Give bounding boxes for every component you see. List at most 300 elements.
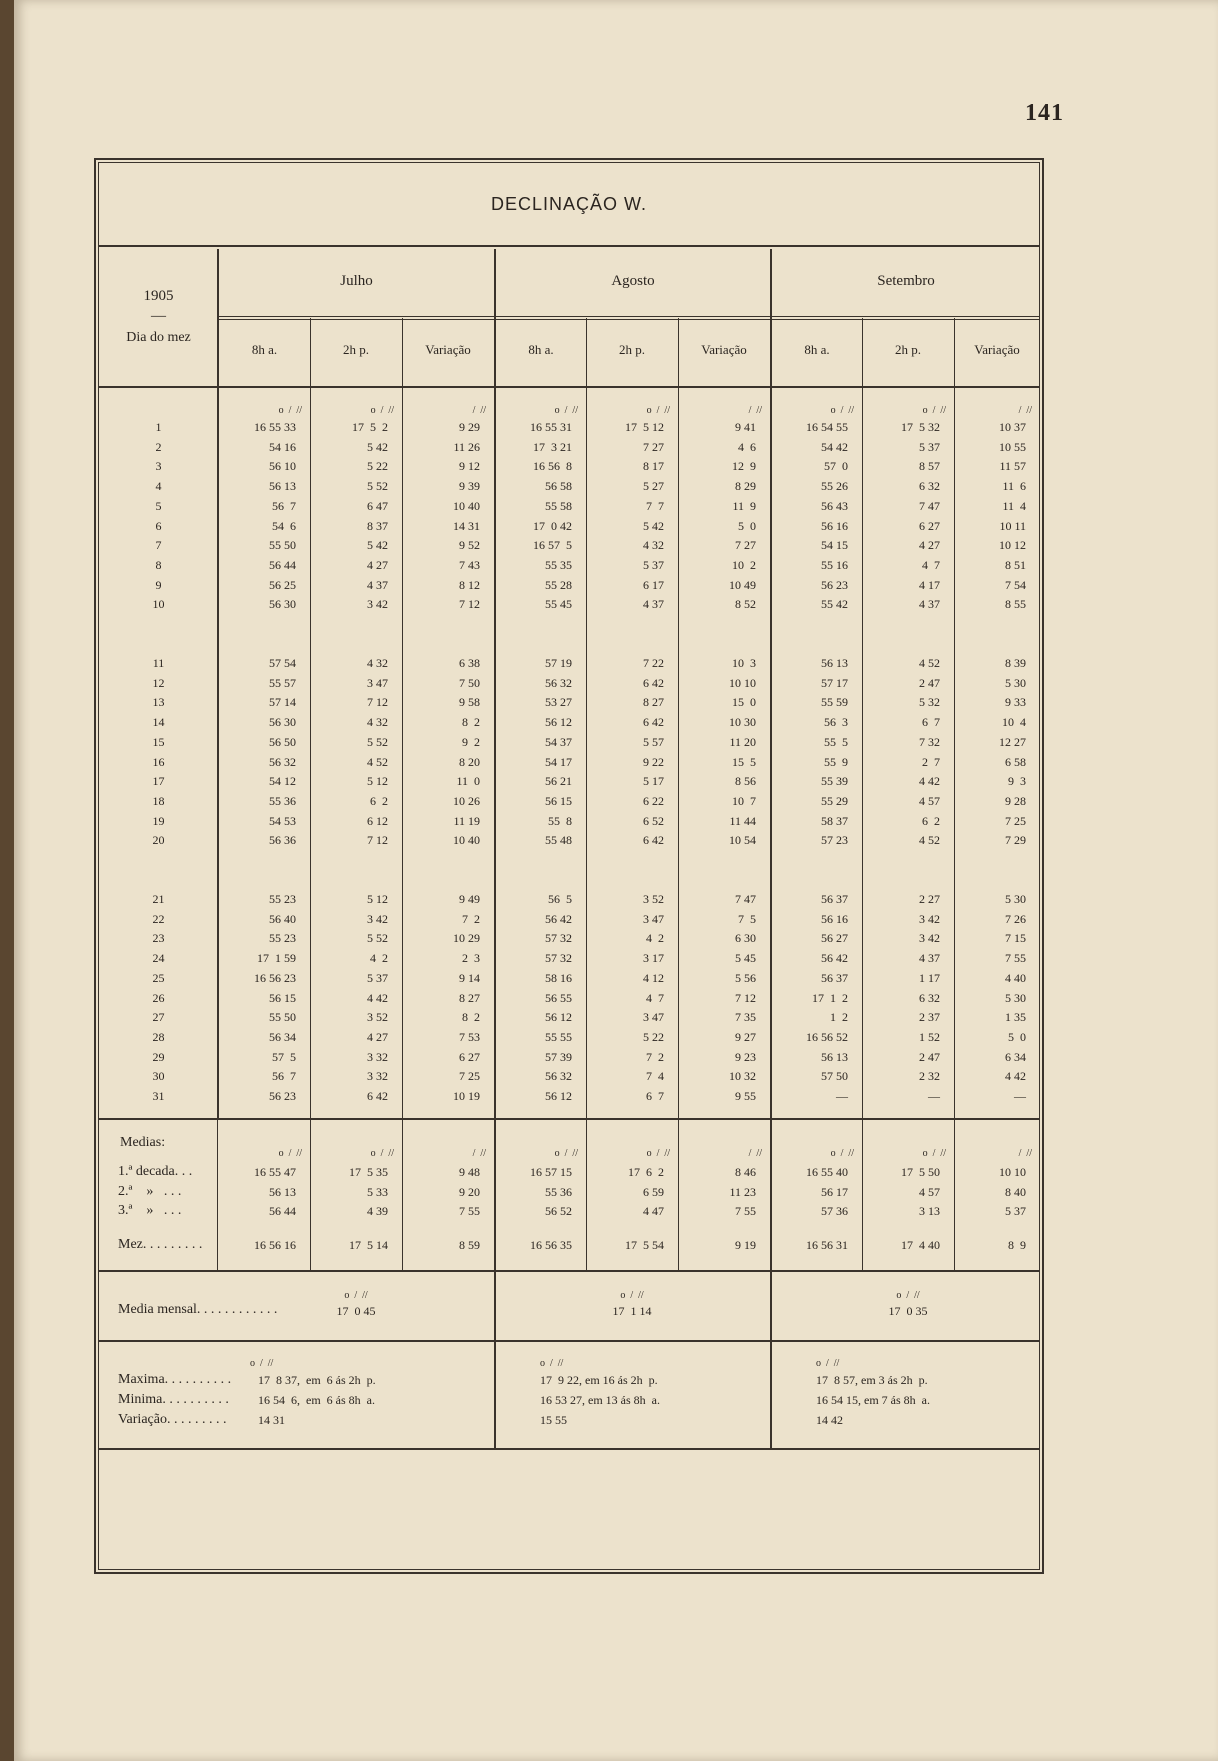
table-cell: 10 54	[729, 833, 756, 848]
subheader-julho-a8: 8h a.	[251, 342, 278, 357]
table-cell: 5 37	[367, 970, 388, 985]
table-cell: 4 57	[919, 793, 940, 808]
table-cell: 7 29	[1005, 833, 1026, 848]
media-mensal-setembro: 17 0 35	[888, 1304, 928, 1318]
table-cell: 5 52	[367, 931, 388, 946]
table-cell: 9 55	[735, 1089, 756, 1103]
medias-cell: 4 39	[367, 1204, 388, 1218]
table-cell: 5 52	[367, 734, 388, 749]
medias-cell: 16 56 35	[530, 1238, 572, 1252]
medias-cell: 8 46	[735, 1165, 756, 1179]
table-cell: 9 27	[735, 1029, 756, 1044]
table-cell: 7 25	[1005, 813, 1026, 828]
table-cell: 10 49	[729, 577, 756, 592]
table-cell: 4 2	[370, 951, 388, 966]
day-number: 27	[152, 1010, 165, 1025]
medias-cell: 4 47	[643, 1204, 664, 1218]
table-cell: 56 7	[272, 1069, 296, 1084]
table-title: DECLINAÇÃO W.	[490, 194, 648, 214]
table-cell: 7 7	[646, 498, 664, 513]
table-cell: 55 23	[269, 931, 296, 946]
month-julho: Julho	[340, 273, 373, 289]
table-cell: 11 20	[729, 734, 756, 749]
table-cell: 56 10	[269, 459, 296, 474]
medias-cell: 3 13	[919, 1204, 940, 1218]
table-cell: 12 27	[999, 734, 1026, 749]
table-cell: 1 35	[1005, 1010, 1026, 1025]
table-cell: 54 17	[545, 754, 572, 769]
table-cell: 4 37	[367, 577, 388, 592]
table-cell: 8 57	[919, 459, 940, 474]
table-cell: 6 42	[643, 833, 664, 848]
table-cell: 56 30	[269, 715, 296, 730]
extremos-agosto: 17 9 22, em 16 ás 2h p.	[540, 1373, 658, 1387]
medias-cell: 17 5 54	[625, 1238, 664, 1252]
table-cell: 4 37	[919, 597, 940, 612]
day-number: 28	[152, 1029, 165, 1044]
table-cell: 57 19	[545, 656, 572, 670]
table-cell: 56 32	[545, 675, 572, 690]
table-cell: 3 17	[643, 951, 664, 966]
table-cell: 16 56 8	[533, 459, 572, 474]
table-cell: 7 32	[919, 734, 940, 749]
table-cell: 5 27	[643, 479, 664, 494]
table-cell: 4 42	[919, 774, 940, 789]
unit-label: o / //	[554, 405, 578, 416]
unit-label: o / //	[554, 1148, 578, 1159]
extremos-julho: 14 31	[258, 1413, 285, 1427]
table-cell: 10 55	[999, 439, 1026, 454]
table-cell: 6 2	[370, 793, 388, 808]
medias-cell: 7 55	[459, 1204, 480, 1218]
table-cell: 56 5	[548, 892, 572, 906]
table-cell: 56 16	[821, 911, 848, 926]
table-cell: 16 56 23	[254, 970, 296, 985]
table-cell: 10 40	[453, 498, 480, 513]
unit-label: o / //	[922, 1148, 946, 1159]
table-cell: 55 50	[269, 1010, 296, 1025]
table-cell: 56 43	[821, 498, 848, 513]
table-cell: 56 12	[545, 1089, 572, 1103]
table-cell: 11 44	[729, 813, 756, 828]
day-number: 1	[155, 420, 162, 434]
table-cell: 57 17	[821, 675, 848, 690]
table-cell: 7 26	[1005, 911, 1026, 926]
rule-bottom	[98, 1448, 1040, 1450]
table-cell: 57 5	[272, 1049, 296, 1064]
table-cell: 4 17	[919, 577, 940, 592]
table-cell: 16 55 33	[254, 420, 296, 434]
table-cell: 8 55	[1005, 597, 1026, 612]
medias-row-label: 3.ª » . . .	[118, 1203, 182, 1218]
table-cell: 56 34	[269, 1029, 296, 1044]
table-cell: 6 2	[922, 813, 940, 828]
table-cell: 7 12	[367, 695, 388, 710]
medias-cell: 9 20	[459, 1185, 480, 1199]
rule-under-months	[219, 316, 1040, 317]
unit-label: / //	[748, 1148, 762, 1159]
table-cell: 56 12	[545, 715, 572, 730]
table-cell: 3 42	[367, 597, 388, 612]
medias-row-label: Mez. . . . . . . . .	[118, 1237, 203, 1252]
media-mensal-label: Media mensal. . . . . . . . . . . .	[118, 1302, 278, 1317]
table-cell: 4 12	[643, 970, 664, 985]
table-cell: 10 3	[732, 656, 756, 670]
table-cell: 5 57	[643, 734, 664, 749]
subheader-agosto-a8: 8h a.	[528, 342, 554, 357]
table-cell: 6 42	[643, 675, 664, 690]
table-cell: 8 17	[643, 459, 664, 474]
table-cell: 57 32	[545, 951, 572, 966]
medias-cell: 11 23	[729, 1185, 756, 1199]
table-cell: 56 7	[272, 498, 296, 513]
unit-label: o / //	[370, 1148, 394, 1159]
table-cell: 7 2	[462, 911, 480, 926]
table-cell: 3 52	[643, 892, 664, 906]
table-cell: 56 50	[269, 734, 296, 749]
unit-label: o / //	[830, 405, 854, 416]
table-cell: 58 37	[821, 813, 848, 828]
table-cell: 10 4	[1002, 715, 1026, 730]
table-cell: 3 42	[919, 911, 940, 926]
table-cell: 4 27	[919, 538, 940, 553]
day-number: 14	[152, 715, 165, 730]
table-cell: 9 58	[459, 695, 480, 710]
table-cell: 57 0	[824, 459, 848, 474]
table-cell: 7 35	[735, 1010, 756, 1025]
media-mensal-agosto: 17 1 14	[612, 1304, 652, 1318]
medias-cell: 16 56 16	[254, 1238, 296, 1252]
media-mensal-julho: 17 0 45	[336, 1304, 376, 1318]
table-cell: 5 22	[367, 459, 388, 474]
table-cell: 5 0	[738, 518, 756, 533]
unit-label: / //	[1018, 1148, 1032, 1159]
medias-cell: 5 33	[367, 1185, 388, 1199]
table-cell: 55 45	[545, 597, 572, 612]
day-number: 22	[152, 911, 165, 926]
unit-label: o / //	[620, 1290, 644, 1301]
page-number: 141	[1025, 100, 1064, 126]
table-cell: 55 26	[821, 479, 848, 494]
table-cell: 16 55 31	[530, 420, 572, 434]
table-cell: 8 56	[735, 774, 756, 789]
day-number: 21	[152, 892, 165, 906]
table-cell: 7 15	[1005, 931, 1026, 946]
table-cell: 8 52	[735, 597, 756, 612]
table-cell: 4 40	[1005, 970, 1026, 985]
table-cell: 57 50	[821, 1069, 848, 1084]
medias-cell: 16 56 31	[806, 1238, 848, 1252]
table-cell: 5 12	[367, 892, 388, 906]
table-cell: 10 11	[999, 518, 1026, 533]
medias-cell: 17 4 40	[901, 1238, 940, 1252]
unit-label: o / //	[540, 1358, 564, 1369]
table-cell: 56 21	[545, 774, 572, 789]
table-cell: 10 19	[453, 1089, 480, 1103]
month-setembro: Setembro	[877, 273, 935, 289]
medias-cell: 56 44	[269, 1204, 296, 1218]
table-cell: 1 52	[919, 1029, 940, 1044]
table-cell: 7 53	[459, 1029, 480, 1044]
day-number: 6	[155, 518, 162, 533]
table-cell: 7 25	[459, 1069, 480, 1084]
table-cell: 6 58	[1005, 754, 1026, 769]
table-cell: 16 56 52	[806, 1029, 848, 1044]
table-cell: 8 27	[459, 990, 480, 1005]
table-cell: 3 32	[367, 1069, 388, 1084]
table-cell: 17 5 12	[625, 420, 664, 434]
rule-under-months-double	[219, 319, 1040, 320]
table-cell: 10 32	[729, 1069, 756, 1084]
table-cell: 55 5	[824, 734, 848, 749]
subheader-agosto-var: Variação	[701, 342, 747, 357]
table-cell: 8 51	[1005, 557, 1026, 572]
table-cell: 5 45	[735, 951, 756, 966]
table-cell: 17 5 2	[352, 420, 388, 434]
unit-label: o / //	[278, 405, 302, 416]
table-cell: 7 47	[735, 892, 756, 906]
table-cell: 56 23	[821, 577, 848, 592]
table-cell: 4 32	[643, 538, 664, 553]
medias-cell: 17 5 14	[349, 1238, 388, 1252]
table-cell: 9 41	[735, 420, 756, 434]
table-cell: 55 39	[821, 774, 848, 789]
extremos-setembro: 17 8 57, em 3 ás 2h p.	[816, 1373, 928, 1387]
table-cell: 17 3 21	[533, 439, 572, 454]
subheader-setembro-p2: 2h p.	[895, 342, 921, 357]
unit-label: o / //	[344, 1290, 368, 1301]
table-cell: 6 7	[922, 715, 940, 730]
unit-label: o / //	[370, 405, 394, 416]
medias-cell: 16 55 47	[254, 1165, 296, 1179]
table-cell: 1 17	[919, 970, 940, 985]
subheader-agosto-p2: 2h p.	[619, 342, 645, 357]
table-cell: 17 1 2	[812, 990, 848, 1005]
month-agosto: Agosto	[611, 273, 655, 289]
table-cell: 56 13	[269, 479, 296, 494]
unit-label: / //	[748, 405, 762, 416]
year-dash: —	[151, 308, 166, 324]
table-cell: 55 8	[548, 813, 572, 828]
year-label: 1905	[143, 288, 174, 304]
table-cell: 5 42	[643, 518, 664, 533]
day-number: 26	[152, 990, 165, 1005]
table-cell: 5 32	[919, 695, 940, 710]
table-cell: 11 4	[1002, 498, 1026, 513]
table-cell: 54 53	[269, 813, 296, 828]
medias-cell: 17 5 35	[349, 1165, 388, 1179]
table-cell: 9 14	[459, 970, 480, 985]
table-cell: 54 37	[545, 734, 572, 749]
table-cell: 10 2	[732, 557, 756, 572]
table-cell: 6 38	[459, 656, 480, 670]
unit-label: o / //	[250, 1358, 274, 1369]
table-cell: 4 7	[922, 557, 940, 572]
medias-cell: 8 59	[459, 1238, 480, 1252]
day-column-label: Dia do mez	[126, 330, 191, 345]
day-number: 18	[152, 793, 165, 808]
table-cell: 56 42	[821, 951, 848, 966]
unit-label: / //	[472, 1148, 486, 1159]
medias-cell: 8 9	[1008, 1238, 1026, 1252]
table-cell: 5 30	[1005, 990, 1026, 1005]
table-cell: 7 50	[459, 675, 480, 690]
table-cell: 56 58	[545, 479, 572, 494]
table-cell: 16 54 55	[806, 420, 848, 434]
table-cell: 7 54	[1005, 577, 1026, 592]
extremos-agosto: 16 53 27, em 13 ás 8h a.	[540, 1393, 660, 1407]
table-cell: 9 2	[462, 734, 480, 749]
medias-cell: 8 40	[1005, 1185, 1026, 1199]
table-cell: 3 47	[643, 911, 664, 926]
table-cell: 4 42	[1005, 1069, 1026, 1084]
medias-row-label: 1.ª decada. . .	[118, 1164, 193, 1179]
day-number: 30	[152, 1069, 165, 1084]
day-number: 12	[152, 675, 165, 690]
table-cell: 8 39	[1005, 656, 1026, 670]
table-cell: 6 27	[919, 518, 940, 533]
rule-under-header	[98, 386, 1040, 388]
table-cell: 9 33	[1005, 695, 1026, 710]
day-number: 10	[152, 597, 165, 612]
table-cell: 54 42	[821, 439, 848, 454]
table-cell: 7 4	[646, 1069, 664, 1084]
table-cell: 3 42	[919, 931, 940, 946]
table-cell: 6 12	[367, 813, 388, 828]
table-cell: 55 58	[545, 498, 572, 513]
rule-above-medias	[98, 1118, 1040, 1120]
extremos-julho: 17 8 37, em 6 ás 2h p.	[258, 1373, 376, 1387]
table-cell: 5 42	[367, 439, 388, 454]
day-number: 23	[152, 931, 165, 946]
medias-label: Medias:	[120, 1135, 166, 1150]
unit-label: o / //	[646, 405, 670, 416]
table-cell: 6 7	[646, 1089, 664, 1103]
table-cell: 57 39	[545, 1049, 572, 1064]
table-cell: 4 2	[646, 931, 664, 946]
table-cell: 56 40	[269, 911, 296, 926]
subheader-julho-var: Variação	[425, 342, 471, 357]
table-cell: —	[836, 1089, 848, 1103]
day-number: 17	[152, 774, 165, 789]
table-cell: 8 12	[459, 577, 480, 592]
table-cell: 9 28	[1005, 793, 1026, 808]
table-cell: 2 7	[922, 754, 940, 769]
table-cell: 55 59	[821, 695, 848, 710]
table-cell: 2 32	[919, 1069, 940, 1084]
table-cell: 5 37	[919, 439, 940, 454]
day-number: 24	[152, 951, 165, 966]
table-cell: 53 27	[545, 695, 572, 710]
table-cell: 5 30	[1005, 892, 1026, 906]
extremos-label: Variação. . . . . . . . .	[118, 1412, 227, 1427]
medias-cell: 56 52	[545, 1204, 572, 1218]
table-cell: 11 19	[453, 813, 480, 828]
table-cell: 7 55	[1005, 951, 1026, 966]
table-cell: 54 15	[821, 538, 848, 553]
table-cell: 56 37	[821, 970, 848, 985]
table-cell: 56 27	[821, 931, 848, 946]
table-cell: 9 39	[459, 479, 480, 494]
table-cell: 7 22	[643, 656, 664, 670]
table-cell: 11 9	[732, 498, 756, 513]
subheader-julho-p2: 2h p.	[343, 342, 369, 357]
day-number: 29	[152, 1049, 165, 1064]
table-cell: 5 42	[367, 538, 388, 553]
unit-label: / //	[472, 405, 486, 416]
table-cell: 10 30	[729, 715, 756, 730]
table-cell: 17 1 59	[257, 951, 296, 966]
table-cell: 58 16	[545, 970, 572, 985]
medias-cell: 17 5 50	[901, 1165, 940, 1179]
table-cell: 5 12	[367, 774, 388, 789]
table-cell: 6 34	[1005, 1049, 1026, 1064]
day-number: 20	[152, 833, 165, 848]
table-cell: 55 36	[269, 793, 296, 808]
table-cell: 2 3	[462, 951, 480, 966]
table-cell: 56 13	[821, 656, 848, 670]
extremos-agosto: 15 55	[540, 1413, 567, 1427]
table-cell: 56 32	[545, 1069, 572, 1084]
table-cell: 2 47	[919, 1049, 940, 1064]
vrule-medias	[217, 1118, 218, 1270]
table-cell: 4 52	[367, 754, 388, 769]
table-cell: 57 32	[545, 931, 572, 946]
unit-label: / //	[1018, 405, 1032, 416]
table-cell: 56 23	[269, 1089, 296, 1103]
table-cell: 11 6	[1002, 479, 1026, 494]
table-cell: 8 2	[462, 715, 480, 730]
day-number: 9	[155, 577, 162, 592]
day-number: 31	[152, 1089, 165, 1103]
day-number: 7	[155, 538, 162, 553]
table-cell: 57 14	[269, 695, 296, 710]
table-cell: 7 2	[646, 1049, 664, 1064]
medias-cell: 10 10	[999, 1165, 1026, 1179]
medias-cell: 5 37	[1005, 1204, 1026, 1218]
extremos-label: Minima. . . . . . . . . .	[118, 1392, 229, 1407]
extremos-setembro: 16 54 15, em 7 ás 8h a.	[816, 1393, 930, 1407]
table-cell: 56 36	[269, 833, 296, 848]
medias-cell: 16 55 40	[806, 1165, 848, 1179]
table-cell: 3 52	[367, 1010, 388, 1025]
table-cell: 4 52	[919, 833, 940, 848]
medias-cell: 56 13	[269, 1185, 296, 1199]
table-cell: 3 32	[367, 1049, 388, 1064]
table-cell: 6 22	[643, 793, 664, 808]
table-cell: 55 42	[821, 597, 848, 612]
table-cell: 55 35	[545, 557, 572, 572]
unit-label: o / //	[646, 1148, 670, 1159]
day-number: 2	[155, 439, 162, 454]
table-cell: 4 6	[738, 439, 756, 454]
table-cell: 4 27	[367, 557, 388, 572]
table-cell: 7 12	[735, 990, 756, 1005]
table-cell: 16 57 5	[533, 538, 572, 553]
medias-cell: 7 55	[735, 1204, 756, 1218]
table-cell: 56 15	[545, 793, 572, 808]
medias-cell: 57 36	[821, 1204, 848, 1218]
table-cell: 4 42	[367, 990, 388, 1005]
table-cell: 56 12	[545, 1010, 572, 1025]
subheader-setembro-a8: 8h a.	[804, 342, 830, 357]
table-cell: 56 15	[269, 990, 296, 1005]
table-cell: 8 37	[367, 518, 388, 533]
table-cell: 3 42	[367, 911, 388, 926]
table-cell: 55 16	[821, 557, 848, 572]
table-cell: 54 6	[272, 518, 296, 533]
table-cell: 55 23	[269, 892, 296, 906]
